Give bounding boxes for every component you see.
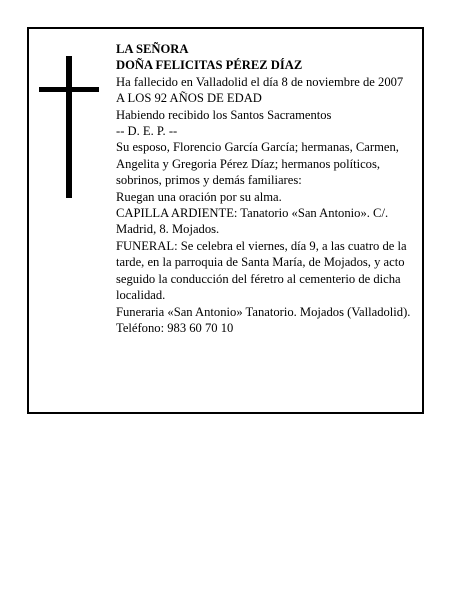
funeral-home-info: Funeraria «San Antonio» Tanatorio. Mojados (Valladolid). Teléfono: 983 60 70 10 (116, 304, 411, 335)
notice-heading: LA SEÑORA (116, 42, 189, 56)
notice-text (116, 41, 416, 336)
sacraments-statement: Habiendo recibido los Santos Sacramentos (116, 107, 332, 122)
chapel-info: CAPILLA ARDIENTE: Tanatorio «San Antonio». C/. Madrid, 8. Mojados. (116, 206, 389, 237)
death-statement: Ha fallecido en Valladolid el día 8 de noviembre de 2007 (116, 74, 404, 89)
obituary-notice (27, 27, 424, 414)
rest-in-peace: -- D. E. P. -- (116, 124, 178, 139)
cross-horizontal-bar (39, 87, 99, 92)
funeral-info: FUNERAL: Se celebra el viernes, día 9, a las cuatro de la tarde, en la parroquia de Santa María, de Mojados, y acto seguido la conducción del féretro al cementerio de dicha localidad. (116, 238, 407, 303)
cross-icon (39, 56, 99, 198)
deceased-name: DOÑA FELICITAS PÉREZ DÍAZ (116, 58, 303, 73)
cross-vertical-bar (66, 56, 72, 198)
prayer-request: Ruegan una oración por su alma. (116, 189, 282, 204)
age-statement: A LOS 92 AÑOS DE EDAD (116, 91, 262, 106)
family-statement: Su esposo, Florencio García García; hermanas, Carmen, Angelita y Gregoria Pérez Díaz; hermanos políticos, sobrinos, primos y demás familiares: (116, 140, 399, 188)
